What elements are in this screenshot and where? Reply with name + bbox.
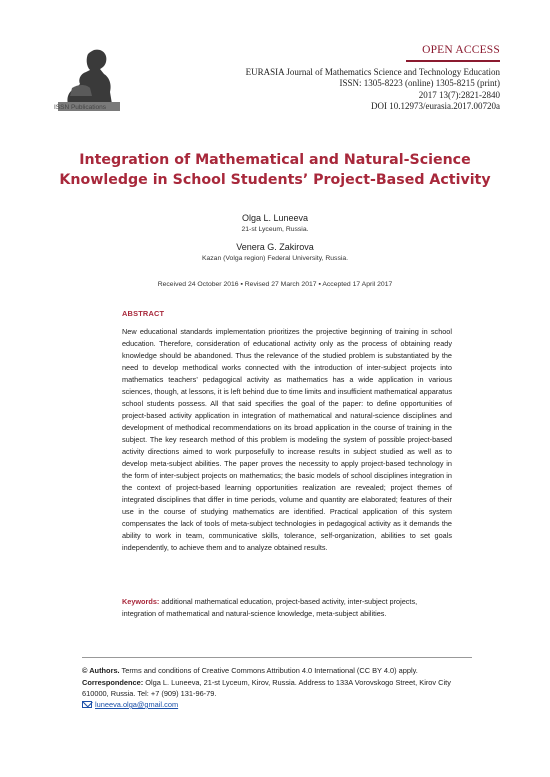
copyright-text: Terms and conditions of Creative Commons Attribution 4.0 International (CC BY 4.0) apply. (121, 666, 418, 675)
correspondence-text: Olga L. Luneeva, 21-st Lyceum, Kirov, Russia. Address to 133A Vorovskogo Street, Kirov City 610000, Russia. Tel: +7 (909) 131-96-79. (82, 677, 451, 698)
title-line: Integration of Mathematical and Natural-Science (79, 152, 471, 168)
author-name: Olga L. Luneeva (241, 213, 309, 223)
abstract-text: New educational standards implementation prioritizes the projective beginning of training in school education. Therefore, consideration of educational activity only as the process of obtaining ready knowledge should be abandoned. Thus the relevance of the studied problem is substantiated by the need to develop methodical works connected with the introduction of inter-subject projects into mathematics teachers’ pedagogical activity as mathematics has a wide application in various sciences, though, at lessons, it is left behind due to time limits and insufficient mathematical apparatus school students possess. All that said specifies the goal of the paper: to define opportunities of project-based activity application in integration of mathematical and natural-science disciplines and development of methodical recommendations on its broad application in the course of training in the subject. The key research method of this problem is modeling the system of possible project-based activity directions aimed to work purposefully to increase results in subject studied as well as to develop meta-subject abilities. The paper proves the necessity to apply project-based technology in the form of inter-subject projects on mathematics; the basic models of school disciplines integration in the context of project-based learning opportunities realization are revealed; project themes of integrated disciplines that differ in time periods, volume and quantity are elaborated; features of their use in the course of studying mathematics are identified. Practical application of this system compensates the lack of tools of meta-subject technologies in pedagogical activity as it demands the ability to work in team, communicative skills, tolerance, self-organization, abilities to set goals independently, to achieve them and to analyze obtained results. (122, 327, 452, 552)
open-access-label: OPEN ACCESS (422, 44, 500, 56)
author-name: Venera G. Zakirova (236, 242, 314, 252)
email-row (82, 699, 178, 710)
author-affiliation: Kazan (Volga region) Federal University, Russia. (201, 255, 349, 262)
issn: ISSN: 1305-8223 (online) 1305-8215 (print) (339, 78, 500, 89)
copyright-label: © Authors. (82, 666, 120, 675)
footer-divider (82, 657, 472, 658)
keywords-label: Keywords: (122, 597, 160, 606)
footer-notes (82, 665, 474, 700)
submission-dates: Received 24 October 2016 ▪ Revised 27 March 2017 ▪ Accepted 17 April 2017 (157, 281, 393, 288)
journal-name: EURASIA Journal of Mathematics Science and Technology Education (245, 67, 500, 77)
thinker-statue-logo (54, 44, 124, 112)
title-line: Knowledge in School Students’ Project-Based Activity (59, 172, 491, 188)
copyright-note (82, 665, 474, 677)
volume-pages: 2017 13(7):2821-2840 (418, 89, 500, 100)
author-affiliation: 21-st Lyceum, Russia. (241, 226, 309, 233)
keywords (122, 596, 452, 620)
email-link[interactable]: luneeva.olga@gmail.com (95, 700, 179, 709)
correspondence-note (82, 677, 474, 700)
paper-title (40, 150, 510, 190)
publisher-label: ISSN Publications (54, 104, 107, 111)
keywords-text: additional mathematical education, project-based activity, inter-subject projects, integration of mathematical and natural-science knowledge, meta-subject abilities. (122, 597, 418, 618)
open-access-rule (406, 60, 500, 62)
doi[interactable]: DOI 10.12973/eurasia.2017.00720a (371, 101, 500, 112)
journal-info (246, 67, 500, 113)
correspondence-label: Correspondence: (82, 677, 144, 687)
abstract-heading: ABSTRACT (122, 309, 165, 318)
envelope-icon (82, 701, 92, 708)
